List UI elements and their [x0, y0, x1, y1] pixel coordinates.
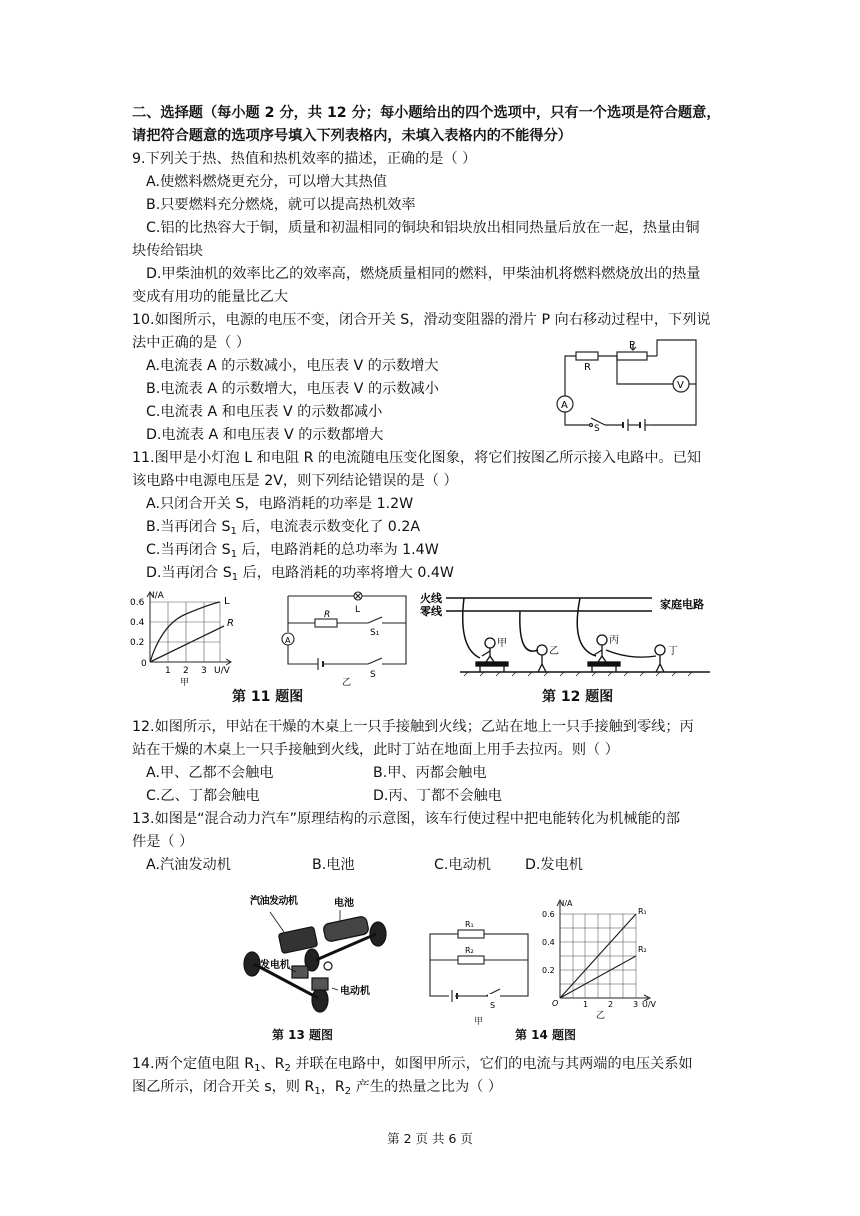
fig14-r2-label: R₂: [465, 946, 474, 955]
page-footer: 第 2 页 共 6 页: [387, 1131, 473, 1146]
fig14-graph-r2-label: R₂: [638, 945, 647, 954]
q10-label-p: P: [629, 340, 636, 351]
q12-option-c: C.乙、丁都会触电: [146, 788, 260, 804]
fig12-household-label: 家庭电路: [660, 598, 704, 611]
q12-option-a: A.甲、乙都不会触电: [146, 765, 274, 781]
q11-stem-line2: 该电路中电源电压是 2V，则下列结论错误的是（ ）: [132, 473, 458, 489]
q12-option-d: D.丙、丁都不会触电: [373, 788, 502, 804]
fig14-origin: O: [552, 999, 559, 1008]
q13-option-a: A.汽油发动机: [146, 857, 231, 873]
fig11-ytick: 0: [141, 659, 147, 669]
fig13-wheel: [244, 952, 260, 976]
fig14-jia-label: 甲: [474, 1017, 484, 1027]
q10-option-a: A.电流表 A 的示数减小，电压表 V 的示数增大: [146, 358, 439, 374]
fig14-s-label: S: [490, 1001, 496, 1010]
fig13-motor-label: 电动机: [340, 986, 370, 997]
fig12-bing-label: 丙: [609, 635, 619, 646]
fig14-ytick: 0.4: [542, 938, 555, 947]
fig13-diagram: [240, 888, 400, 1016]
fig11-ytick: 0.2: [130, 638, 145, 648]
fig11-circuit-r-label: R: [324, 610, 331, 620]
q10-rheostat: [617, 352, 647, 360]
fig11-xlabel: U/V: [214, 666, 230, 676]
q13-option-d: D.发电机: [525, 857, 583, 873]
fig11-ammeter-label: A: [285, 636, 291, 645]
fig11-s1-label: S₁: [370, 628, 380, 638]
fig11-label-jia: 甲: [180, 678, 190, 688]
fig14-ylabel: I/A: [562, 899, 573, 908]
fig13-caption: 第 13 题图: [272, 1028, 334, 1042]
fig12-person-yi: [537, 645, 547, 655]
q9-option-c-line1: C.铝的比热容大于铜，质量和初温相同的铜块和铝块放出相同热量后放在一起，热量由铜: [146, 220, 700, 236]
fig13-engine-label: 汽油发动机: [250, 896, 298, 907]
fig11-diagram: [128, 588, 413, 688]
fig12-ding-label: 丁: [668, 646, 678, 657]
fig12-neutral-label: 零线: [420, 605, 442, 618]
fig14-xtick: 3: [633, 1000, 639, 1009]
fig11-label-r: R: [227, 618, 234, 629]
fig12-jia-label: 甲: [497, 638, 507, 649]
fig13-generator: [292, 966, 308, 978]
fig12-live-label: 火线: [420, 592, 442, 605]
fig14-xtick: 1: [583, 1000, 589, 1009]
q12-stem-line1: 12.如图所示，甲站在干燥的木桌上一只手接触到火线；乙站在地上一只手接触到零线；丙: [132, 719, 694, 735]
fig13-wheel: [312, 988, 328, 1012]
q10-stem-line1: 10.如图所示，电源的电压不变，闭合开关 S，滑动变阻器的滑片 P 向右移动过程中，下列说: [132, 312, 711, 328]
fig14-graph-r1-label: R₁: [638, 907, 647, 916]
section-heading-line2: 请把符合题意的选项序号填入下列表格内，未填入表格内的不能得分）: [132, 128, 572, 144]
q10-resistor-r: [576, 352, 598, 360]
q10-label-s: S: [594, 424, 600, 433]
fig12-yi-label: 乙: [549, 646, 559, 657]
fig13-generator-label: 发电机: [260, 960, 290, 971]
q11-option-a: A.只闭合开关 S，电路消耗的功率是 1.2W: [146, 496, 414, 512]
fig13-motor: [312, 978, 328, 990]
fig14-ytick: 0.6: [542, 910, 555, 919]
fig12-caption: 第 12 题图: [542, 689, 614, 705]
q13-stem-line1: 13.如图是“混合动力汽车”原理结构的示意图，该车行使过程中把电能转化为机械能的部: [132, 811, 681, 827]
q9-option-a: A.使燃料燃烧更充分，可以增大其热值: [146, 174, 387, 190]
fig11-caption: 第 11 题图: [232, 689, 304, 705]
fig12-person-bing: [597, 635, 607, 645]
fig11-line-r: [150, 626, 224, 662]
q10-option-d: D.电流表 A 和电压表 V 的示数都增大: [146, 427, 384, 443]
fig14-xtick: 2: [608, 1000, 614, 1009]
q10-label-a: A: [561, 400, 568, 411]
fig11-xtick: 3: [201, 666, 207, 676]
fig14-xlabel: U/V: [642, 1000, 657, 1009]
q9-option-d-line2: 变成有用功的能量比乙大: [132, 289, 289, 305]
fig11-label-l: L: [224, 596, 230, 607]
q10-circuit-diagram: [545, 338, 705, 433]
q13-option-c: C.电动机: [434, 857, 491, 873]
fig11-ytick: 0.4: [130, 618, 145, 628]
q10-label-r: R: [584, 362, 591, 373]
fig14-graph: [542, 896, 660, 1020]
q11-option-d: D.当再闭合 $S_1$ 后，电路消耗的功率将增大 0.4W: [146, 565, 454, 583]
q11-option-b: B.当再闭合 $S_1$ 后，电流表示数变化了 0.2A: [146, 519, 421, 537]
fig11-curve-l: [150, 602, 220, 662]
fig14-ytick: 0.2: [542, 966, 555, 975]
q11-stem-line1: 11.图甲是小灯泡 L 和电阻 R 的电流随电压变化图象，将它们按图乙所示接入电路中。已知: [132, 450, 702, 466]
fig11-lamp-label: L: [355, 605, 361, 615]
fig11-xtick: 1: [165, 666, 171, 676]
q9-stem: 9.下列关于热、热值和热机效率的描述，正确的是（ ）: [132, 151, 477, 167]
q13-option-b: B.电池: [312, 857, 355, 873]
section-heading-line1: 二、选择题（每小题 2 分，共 12 分；每小题给出的四个选项中，只有一个选项是符合题意，: [132, 105, 721, 121]
q12-option-b: B.甲、丙都会触电: [373, 765, 487, 781]
q10-stem-line2: 法中正确的是（ ）: [132, 335, 251, 351]
q14-stem-line1: 14.两个定值电阻 $R_1$、$R_2$ 并联在电路中，如图甲所示，它们的电流与其两端的电压关系如: [132, 1056, 693, 1074]
fig12-person-jia: [485, 638, 495, 648]
fig13-battery-label: 电池: [334, 898, 354, 909]
fig12-diagram: [420, 588, 735, 680]
q12-stem-line2: 站在干燥的木桌上一只手接触到火线，此时丁站在地面上用手去拉丙。则（ ）: [132, 742, 619, 758]
fig14-caption: 第 14 题图: [515, 1028, 577, 1042]
fig11-s-label: S: [370, 670, 376, 680]
fig11-label-yi: 乙: [342, 678, 352, 688]
fig14-r1-label: R₁: [465, 920, 474, 929]
fig12-person-ding: [655, 645, 665, 655]
q9-option-b: B.只要燃料充分燃烧，就可以提高热机效率: [146, 197, 416, 213]
fig14-circuit-diagram: [428, 908, 532, 1014]
q14-stem-line2: 图乙所示，闭合开关 s，则 $R_1$，$R_2$ 产生的热量之比为（ ）: [132, 1079, 503, 1097]
q11-option-c: C.当再闭合 $S_1$ 后，电路消耗的总功率为 1.4W: [146, 542, 439, 560]
fig11-ylabel: I/A: [152, 591, 164, 601]
q13-stem-line2: 件是（ ）: [132, 834, 194, 850]
fig14-yi-label: 乙: [596, 1011, 606, 1020]
q9-option-c-line2: 块传给铝块: [132, 243, 203, 259]
fig11-xtick: 2: [183, 666, 189, 676]
q10-option-c: C.电流表 A 和电压表 V 的示数都减小: [146, 404, 383, 420]
q10-label-v: V: [677, 380, 684, 391]
fig11-ytick: 0.6: [130, 598, 145, 608]
q10-option-b: B.电流表 A 的示数增大，电压表 V 的示数减小: [146, 381, 439, 397]
q9-option-d-line1: D.甲柴油机的效率比乙的效率高，燃烧质量相同的燃料，甲柴油机将燃料燃烧放出的热量: [146, 266, 701, 282]
